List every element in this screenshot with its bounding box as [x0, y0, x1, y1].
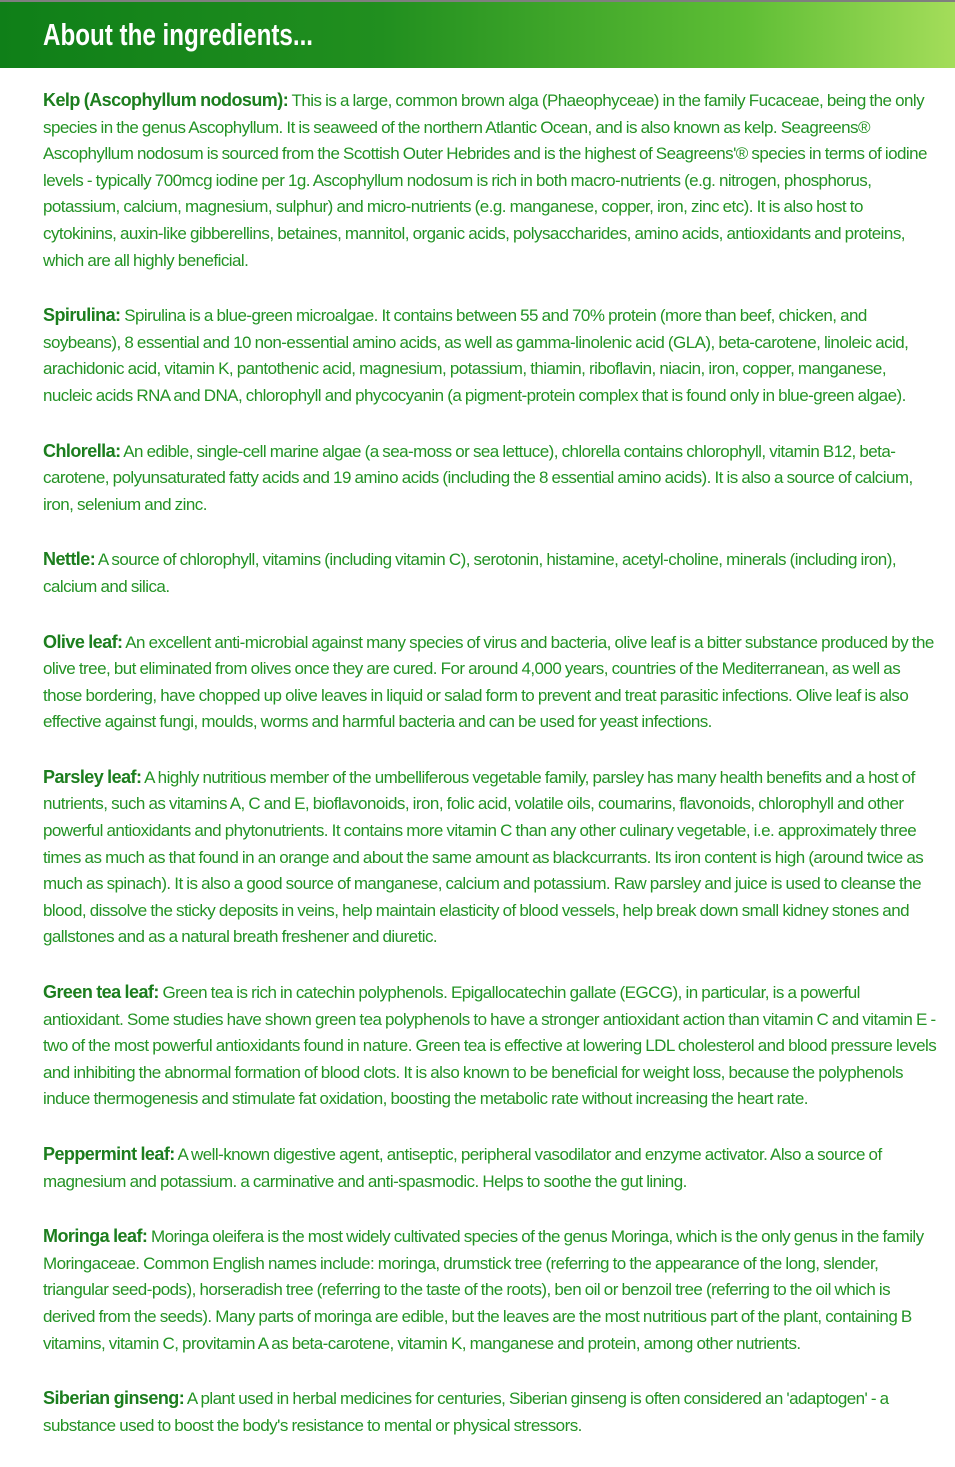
- ingredients-list: [43, 87, 938, 1467]
- ingredient-siberian-ginseng: [43, 1385, 938, 1439]
- ingredient-description: An edible, single-cell marine algae (a sea-moss or sea lettuce), chlorella contains chlorophyll, vitamin B12, beta-carotene, polyunsaturated fatty acids and 19 amino acids (including the 8 essential amino acids). It is also a source of calcium, iron, selenium and zinc.: [43, 441, 913, 514]
- ingredient-name: Green tea leaf:: [43, 982, 159, 1003]
- ingredient-name: Parsley leaf:: [43, 766, 142, 787]
- ingredient-name: Moringa leaf:: [43, 1226, 148, 1247]
- section-header: [0, 2, 955, 68]
- ingredient-name: Peppermint leaf:: [43, 1144, 175, 1164]
- ingredient-name: Chlorella:: [43, 440, 121, 461]
- ingredient-name: Olive leaf:: [43, 631, 123, 652]
- ingredient-description: Spirulina is a blue-green microalgae. It contains between 55 and 70% protein (more than beef, chicken, and soybeans), 8 essential and 10 non-essential amino acids, as well as gamma-linolenic acid (GLA), beta-carotene, linoleic acid, arachidonic acid, vitamin K, pantothenic acid, magnesium, potassium, thiamin, riboflavin, niacin, iron, copper, manganese, nucleic acids RNA and DNA, chlorophyll and phycocyanin (a pigment-protein complex that is found only in blue-green algae).: [43, 306, 909, 405]
- ingredient-description: A plant used in herbal medicines for centuries, Siberian ginseng is often considered an 'adaptogen' - a substance used to boost the body's resistance to mental or physical stressors.: [43, 1389, 889, 1435]
- ingredient-spirulina: [43, 302, 938, 409]
- ingredient-nettle: [43, 546, 938, 600]
- page-title: About the ingredients...: [43, 17, 314, 52]
- ingredient-name: Nettle:: [43, 549, 96, 570]
- ingredient-description: A highly nutritious member of the umbelliferous vegetable family, parsley has many health benefits and a host of nutrients, such as vitamins A, C and E, bioflavonoids, iron, folic acid, volatile oils, coumarins, flavonoids, chlorophyll and other powerful antioxidants and phytonutrients. It contains more vitamin C than any other culinary vegetable, i.e. approximately three times as much as that found in an orange and about the same amount as blackcurrants. Its iron content is high (around twice as much as spinach). It is also a good source of manganese, calcium and potassium. Raw parsley and juice is used to cleanse the blood, dissolve the sticky deposits in veins, help maintain elasticity of blood vessels, help break down small kidney stones and gallstones and as a natural breath freshener and diuretic.: [43, 767, 924, 947]
- ingredient-olive-leaf: [43, 629, 938, 736]
- ingredient-name: Siberian ginseng:: [43, 1388, 185, 1409]
- ingredient-parsley-leaf: [43, 764, 938, 951]
- ingredient-description: Moringa oleifera is the most widely cultivated species of the genus Moringa, which is the only genus in the family Moringaceae. Common English names include: moringa, drumstick tree (referring to the appearance of the long, slender, triangular seed-pods), horseradish tree (referring to the taste of the roots), ben oil or benzoil tree (referring to the oil which is derived from the seeds). Many parts of moringa are edible, but the leaves are the most nutritious part of the plant, containing B vitamins, vitamin C, provitamin A as beta-carotene, vitamin K, manganese and protein, among other nutrients.: [43, 1227, 924, 1353]
- ingredient-name: Kelp (Ascophyllum nodosum):: [43, 90, 289, 110]
- ingredient-chlorella: [43, 438, 938, 519]
- ingredient-kelp: [43, 87, 938, 274]
- ingredient-description: Green tea is rich in catechin polyphenols. Epigallocatechin gallate (EGCG), in particular, is a powerful antioxidant. Some studies have shown green tea polyphenols to have a stronger antioxidant action than vitamin C and vitamin E - two of the most powerful antioxidants found in nature. Green tea is effective at lowering LDL cholesterol and blood pressure levels and inhibiting the abnormal formation of blood clots. It is also known to be beneficial for weight loss, because the polyphenols induce thermogenesis and stimulate fat oxidation, boosting the metabolic rate without increasing the heart rate.: [43, 983, 937, 1109]
- ingredient-moringa-leaf: [43, 1223, 938, 1357]
- ingredient-description: This is a large, common brown alga (Phaeophyceae) in the family Fucaceae, being the only species in the genus Ascophyllum. It is seaweed of the northern Atlantic Ocean, and is also known as kelp. Seagreens® Ascophyllum nodosum is sourced from the Scottish Outer Hebrides and is the highest of Seagreens'® species in terms of iodine levels - typically 700mcg iodine per 1g. Ascophyllum nodosum is rich in both macro-nutrients (e.g. nitrogen, phosphorus, potassium, calcium, magnesium, sulphur) and micro-nutrients (e.g. manganese, copper, iron, zinc etc). It is also host to cytokinins, auxin-like gibberellins, betaines, mannitol, organic acids, polysaccharides, amino acids, antioxidants and proteins, which are all highly beneficial.: [43, 91, 927, 270]
- ingredient-peppermint-leaf: [43, 1141, 938, 1195]
- ingredient-description: A well-known digestive agent, antiseptic, peripheral vasodilator and enzyme activator. Also a source of magnesium and potassium. a carminative and anti-spasmodic. Helps to soothe the gut lining.: [43, 1145, 882, 1191]
- ingredient-description: A source of chlorophyll, vitamins (including vitamin C), serotonin, histamine, acetyl-choline, minerals (including iron), calcium and silica.: [43, 550, 896, 596]
- ingredient-description: An excellent anti-microbial against many species of virus and bacteria, olive leaf is a bitter substance produced by the olive tree, but eliminated from olives once they are cured. For around 4,000 years, countries of the Mediterranean, as well as those bordering, have chopped up olive leaves in liquid or salad form to prevent and treat parasitic infections. Olive leaf is also effective against fungi, moulds, worms and harmful bacteria and can be used for yeast infections.: [43, 632, 934, 732]
- ingredient-name: Spirulina:: [43, 305, 121, 326]
- ingredient-green-tea-leaf: [43, 979, 938, 1113]
